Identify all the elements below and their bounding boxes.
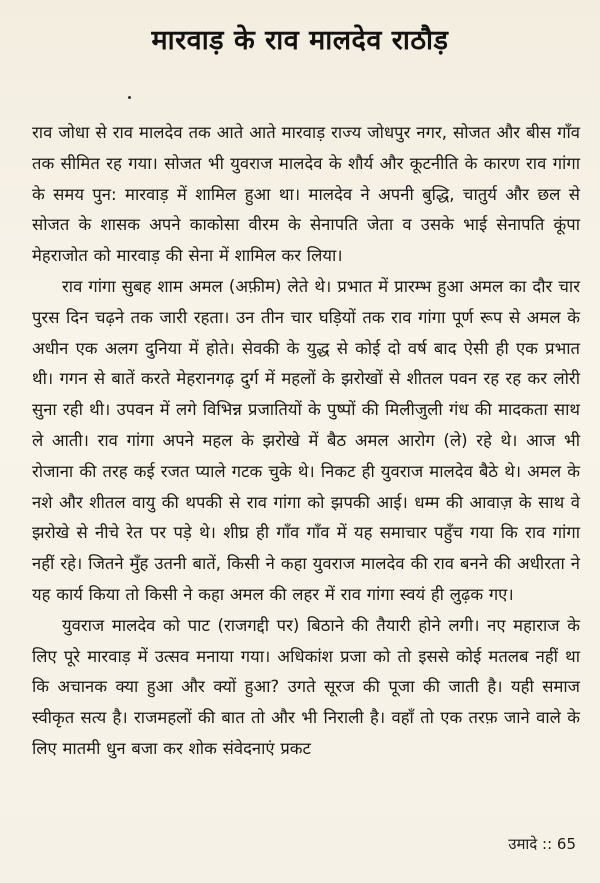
paragraph-3: युवराज मालदेव को पाट (राजगद्दी पर) बिठाने की तैयारी होने लगी। नए महाराज के लिए पूरे मारवाड़ में उत्सव मनाया गया। अधिकांश प्रजा को तो इससे कोई मतलब नहीं था कि अचानक क्या हुआ और क्यों हुआ? उगते सूरज की पूजा की जाती है। यही समाज स्वीकृत सत्य है। राजमहलों की बात तो और भी निराली है। वहाँ तो एक तरफ़ जाने वाले के लिए मातमी धुन बजा कर शोक संवेदनाएं प्रकट bbox=[32, 615, 580, 758]
paragraph-2: राव गांगा सुबह शाम अमल (अफ़ीम) लेते थे। प्रभात में प्रारम्भ हुआ अमल का दौर चार पुरस दिन चढ़ने तक जारी रहता। उन तीन चार घड़ियों तक राव गांगा पूर्ण रूप से अमल के अधीन एक अलग दुनिया में होते। सेवकी के युद्ध से कोई दो वर्ष बाद ऐसी ही एक प्रभात थी। गगन से बातें करते मेहरानगढ़ दुर्ग में महलों के झरोखों से शीतल पवन रह रह कर लोरी सुना रही थी। उपवन में लगे विभिन्न प्रजातियों के पुष्पों की मिलीजुली गंध की मादकता साथ ले आती। राव गांगा अपने महल के झरोखे में बैठ अमल आरोग (ले) रहे थे। आज भी रोजाना की तरह कई रजत प्याले गटक चुके थे। निकट ही युवराज मालदेव बैठे थे। अमल के नशे और शीतल वायु की थपकी से राव गांगा को झपकी आई। धम्म की आवाज़ के साथ वे झरोखे से नीचे रेत पर पड़े थे। शीघ्र ही गाँव गाँव में यह समाचार पहुँच गया कि राव गांगा नहीं रहे। जितने मुँह उतनी बातें, किसी ने कहा युवराज मालदेव की राव बनने की अधीरता ने यह कार्य किया तो किसी ने कहा अमल की लहर में राव गांगा स्वयं ही लुढ़क गए। bbox=[32, 276, 580, 604]
page-body bbox=[32, 118, 580, 765]
print-speck bbox=[128, 96, 131, 99]
paragraph-1: राव जोधा से राव मालदेव तक आते आते मारवाड़ राज्य जोधपुर नगर, सोजत और बीस गाँव तक सीमित रह गया। सोजत भी युवराज मालदेव के शौर्य और कूटनीति के कारण राव गांगा के समय पुन: मारवाड़ में शामिल हुआ था। मालदेव ने अपनी बुद्धि, चातुर्य और छल से सोजत के शासक अपने काकोसा वीरम के सेनापति जेता व उसके भाई सेनापति कूंपा मेहराजोत को मारवाड़ की सेना में शामिल कर लिया। bbox=[32, 123, 580, 266]
page-footer-folio: उमादे :: 65 bbox=[508, 835, 576, 853]
page-title: मारवाड़ के राव मालदेव राठौड़ bbox=[151, 25, 449, 56]
